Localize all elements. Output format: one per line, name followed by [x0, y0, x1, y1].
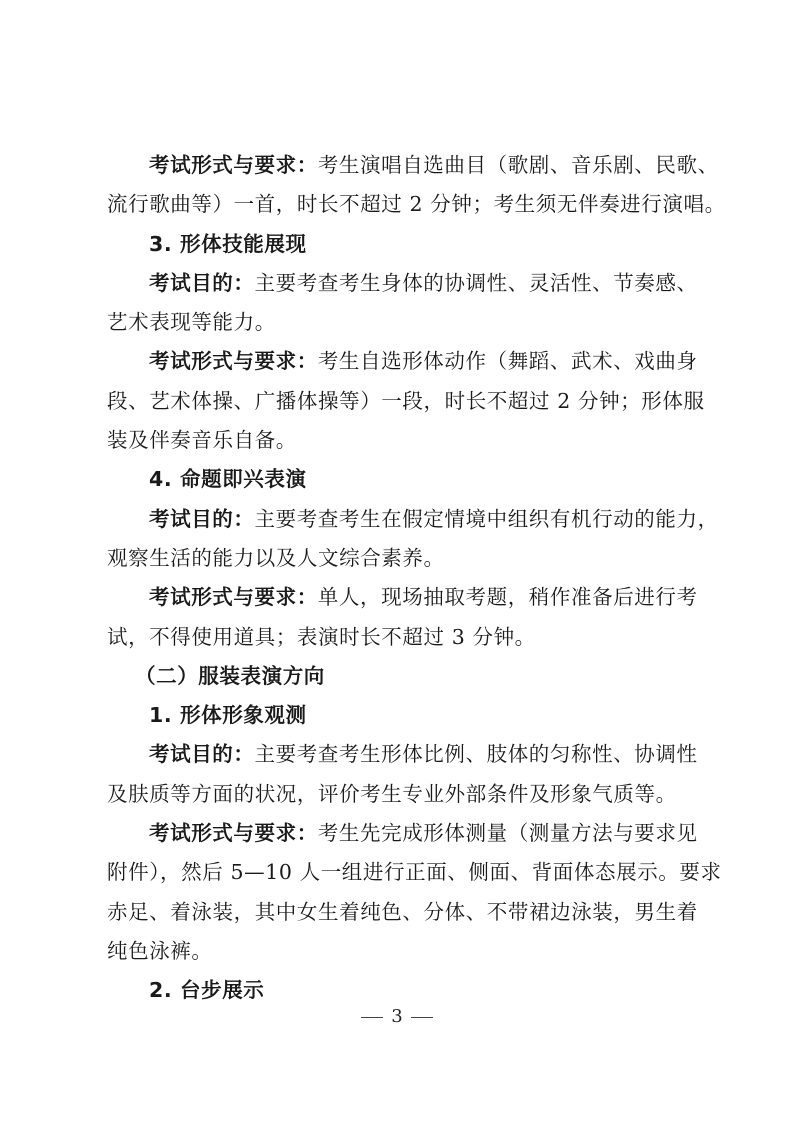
- paragraph-text: 及肤质等方面的状况，评价考生专业外部条件及形象气质等。: [107, 781, 677, 806]
- paragraph-line: [107, 893, 697, 932]
- paragraph-line: [107, 342, 697, 381]
- paragraph-text: 单人，现场抽取考题，稍作准备后进行考: [317, 585, 698, 610]
- paragraph-label: 考试形式与要求：: [149, 585, 318, 610]
- paragraph-label: 考试形式与要求：: [149, 349, 318, 374]
- paragraph-line: [107, 500, 719, 539]
- paragraph-text: 流行歌曲等）一首，时长不超过 2 分钟；考生须无伴奏进行演唱。: [107, 192, 726, 217]
- paragraph-text: 艺术表现等能力。: [107, 310, 276, 335]
- paragraph-text: 纯色泳裤。: [107, 938, 213, 963]
- paragraph-text: 试，不得使用道具；表演时长不超过 3 分钟。: [107, 624, 536, 649]
- paragraph-text: 主要考查考生在假定情境中组织有机行动的能力，: [254, 506, 719, 531]
- paragraph-line: [107, 735, 697, 774]
- paragraph-line: [107, 775, 697, 814]
- paragraph-line: [107, 618, 697, 657]
- paragraph-line: [107, 146, 719, 185]
- paragraph-line: [107, 264, 697, 303]
- paragraph-line: [107, 578, 697, 617]
- paragraph-text: 观察生活的能力以及人文综合素养。: [107, 545, 445, 570]
- section-heading: 1. 形体形象观测: [149, 703, 307, 728]
- section-heading: 4. 命题即兴表演: [149, 467, 307, 492]
- page-number: 3: [391, 1006, 403, 1027]
- paragraph-text: 段、艺术体操、广播体操等）一段，时长不超过 2 分钟；形体服: [107, 388, 705, 413]
- paragraph-label: 考试目的：: [149, 270, 255, 295]
- section-heading: 2. 台步展示: [149, 978, 265, 1003]
- paragraph-text: 装及伴奏音乐自备。: [107, 428, 297, 453]
- paragraph-label: 考试目的：: [149, 742, 255, 767]
- paragraph-text: 主要考查考生形体比例、肢体的匀称性、协调性: [254, 742, 698, 767]
- document-body: [107, 146, 726, 1011]
- paragraph-text: 考生先完成形体测量（测量方法与要求见: [317, 821, 698, 846]
- paragraph-text: 附件），然后 5—10 人一组进行正面、侧面、背面体态展示。要求: [107, 860, 722, 885]
- paragraph-text: 主要考查考生身体的协调性、灵活性、节奏感、: [254, 270, 698, 295]
- paragraph-label: 考试形式与要求：: [149, 821, 318, 846]
- paragraph-text: 考生演唱自选曲目（歌剧、音乐剧、民歌、: [317, 153, 719, 177]
- paragraph-label: 考试目的：: [149, 506, 255, 531]
- paragraph-text: 考生自选形体动作（舞蹈、武术、戏曲身: [317, 349, 698, 374]
- paragraph-line: [107, 421, 697, 460]
- paragraph-line: [107, 539, 697, 578]
- paragraph-line: [107, 932, 697, 971]
- dash-decoration: [411, 1017, 433, 1018]
- paragraph-line: [107, 814, 697, 853]
- section-heading: 3. 形体技能展现: [149, 231, 307, 256]
- subsection-heading: （二）服装表演方向: [135, 663, 325, 688]
- paragraph-line: [107, 185, 726, 224]
- paragraph-line: [107, 303, 697, 342]
- paragraph-line: [107, 382, 705, 421]
- paragraph-line: [107, 853, 722, 892]
- page-footer: [0, 1006, 794, 1027]
- dash-decoration: [361, 1017, 383, 1018]
- paragraph-label: 考试形式与要求：: [149, 153, 318, 177]
- paragraph-text: 赤足、着泳装，其中女生着纯色、分体、不带裙边泳装，男生着: [107, 899, 698, 924]
